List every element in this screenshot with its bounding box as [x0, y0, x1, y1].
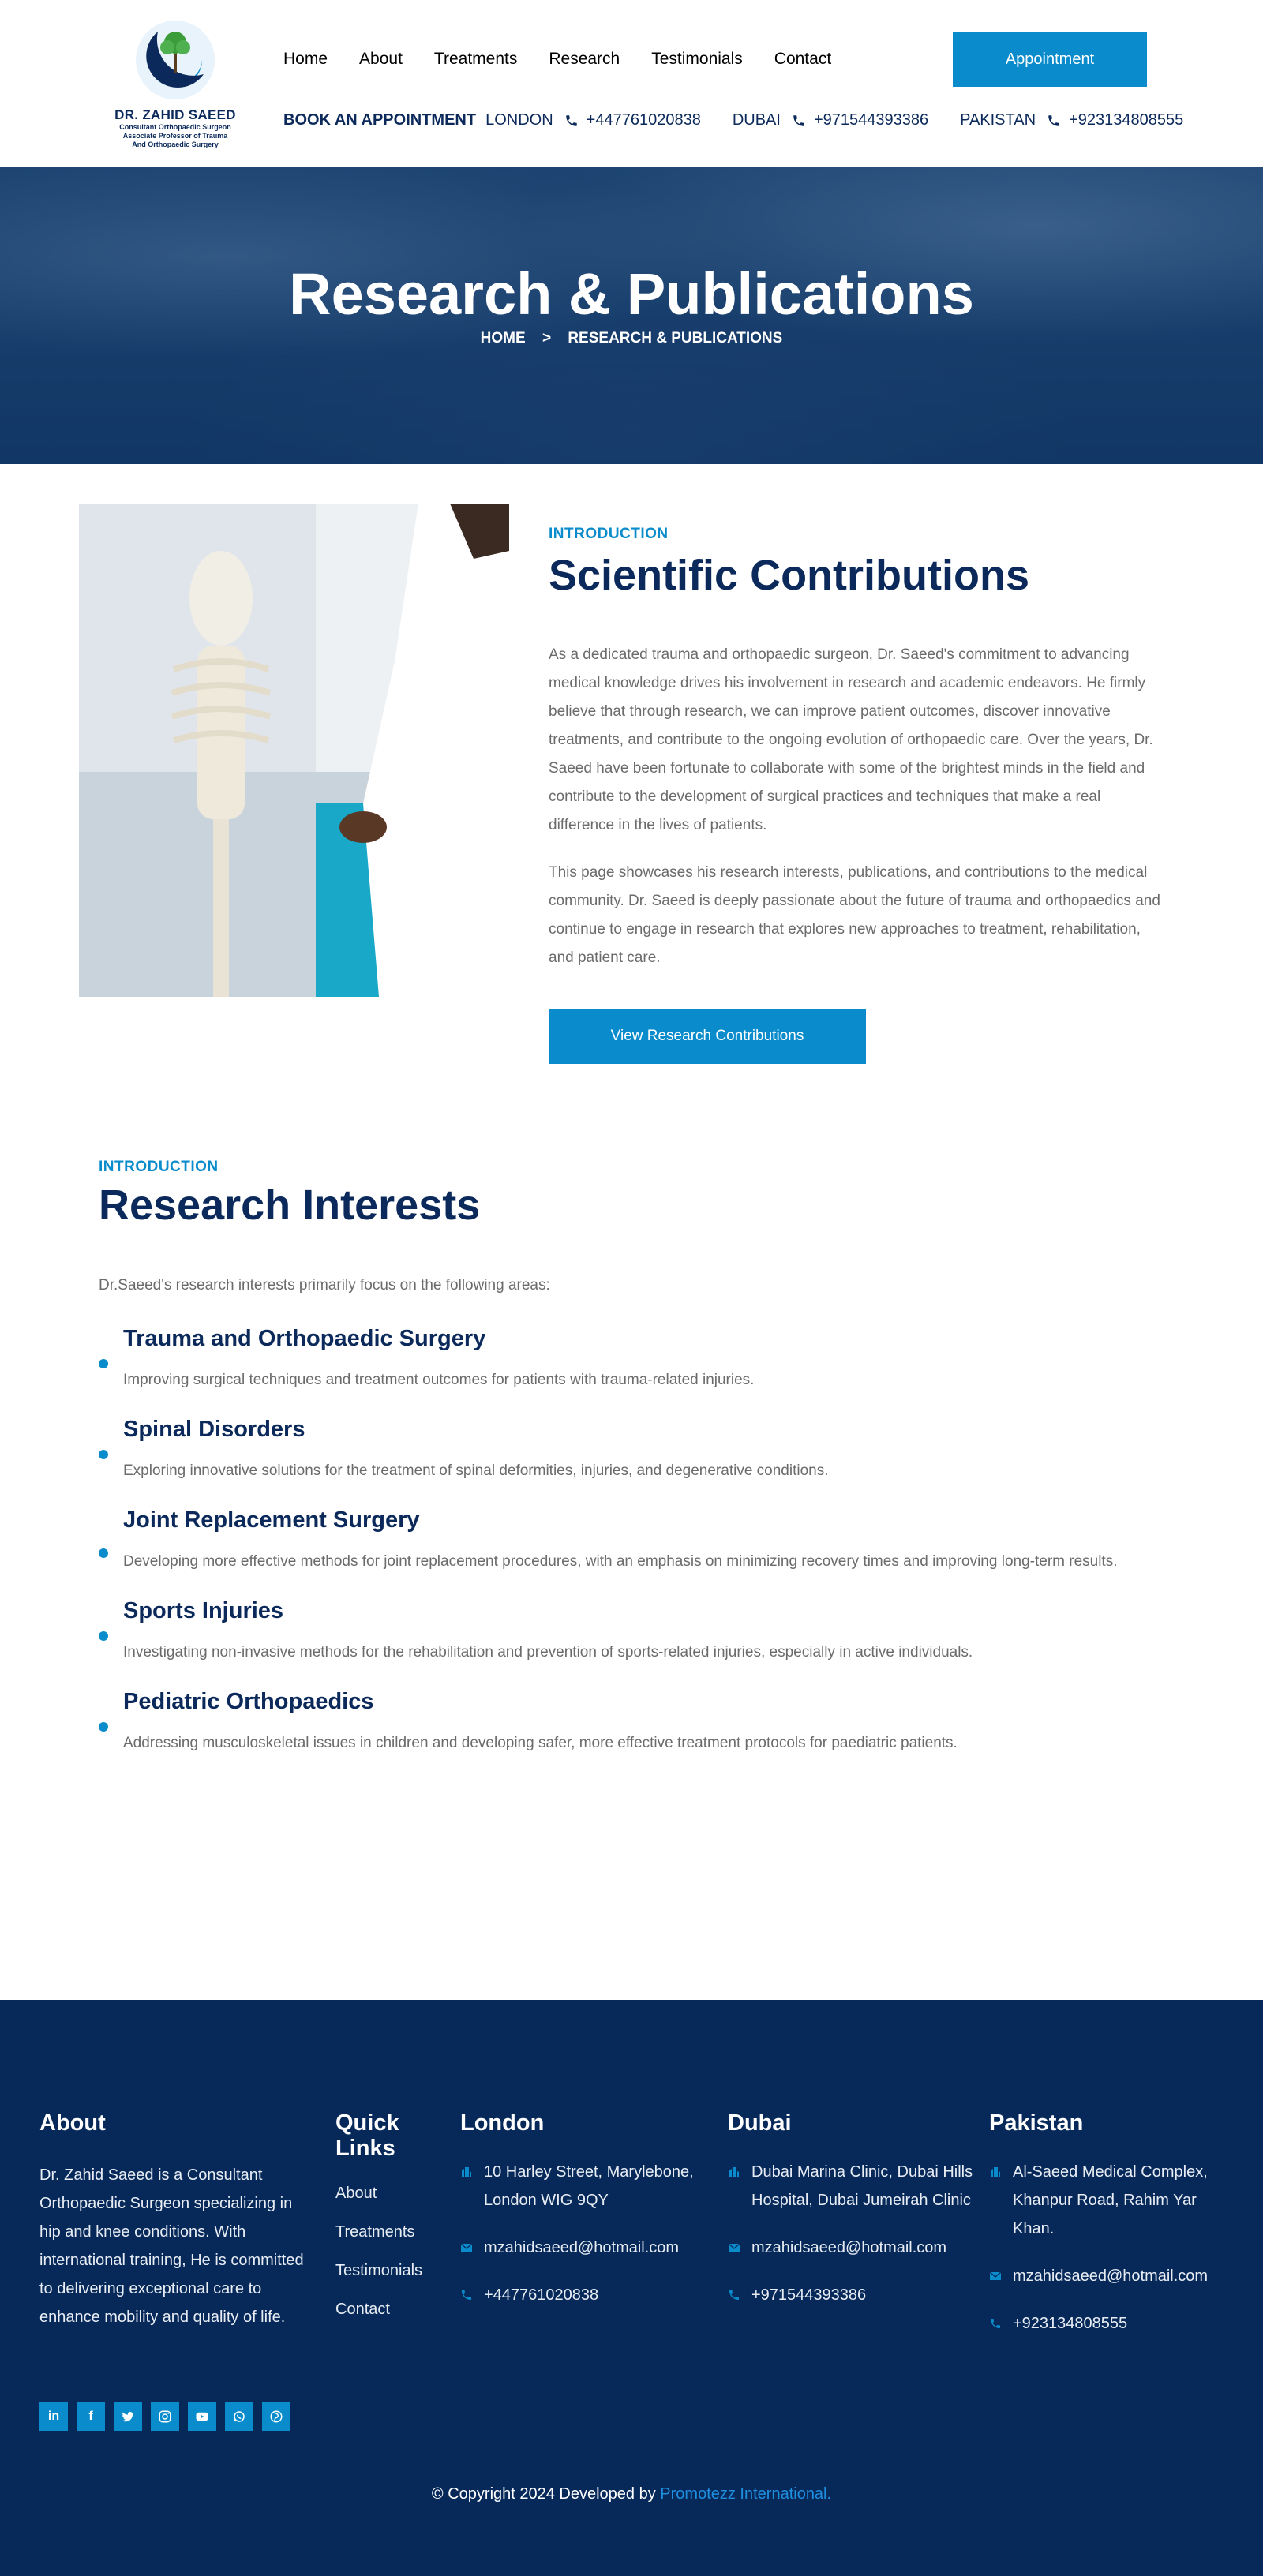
- footer-london-phone[interactable]: +447761020838: [460, 2281, 729, 2309]
- interests-note: Dr.Saeed's research interests primarily focus on the following areas:: [99, 1277, 550, 1294]
- logo-mark-icon: [131, 16, 219, 104]
- location-phone-pakistan[interactable]: +923134808555: [1069, 111, 1184, 129]
- list-item: [99, 1507, 1204, 1576]
- footer-london-title: London: [460, 2110, 545, 2136]
- location-city-london: LONDON: [485, 111, 553, 129]
- building-icon: [728, 2166, 740, 2178]
- footer-london-address: 10 Harley Street, Marylebone, London WIG 9QY: [460, 2158, 729, 2215]
- location-city-pakistan: PAKISTAN: [960, 111, 1036, 129]
- intro-section: [0, 464, 1263, 1159]
- footer-about-text: Dr. Zahid Saeed is a Consultant Orthopaedic Surgeon specializing in hip and knee conditions. With international training, He is committed to delivering exceptional care to enhance mobility and quality of life.: [39, 2166, 304, 2326]
- list-item: [99, 1689, 1204, 1758]
- instagram-icon[interactable]: [151, 2402, 179, 2431]
- location-city-dubai: DUBAI: [732, 111, 781, 129]
- whatsapp-icon[interactable]: [225, 2402, 253, 2431]
- bullet-icon: [99, 1548, 108, 1558]
- interests-title: Research Interests: [99, 1181, 481, 1229]
- breadcrumb-separator: >: [542, 330, 552, 346]
- bullet-icon: [99, 1359, 108, 1368]
- interest-desc: Investigating non-invasive methods for the rehabilitation and prevention of sports-related injuries, especially in active individuals.: [123, 1644, 973, 1661]
- phone-icon: [1047, 114, 1061, 128]
- social-links: [39, 2402, 290, 2431]
- breadcrumb-current: RESEARCH & PUBLICATIONS: [568, 330, 783, 346]
- interest-title: Sports Injuries: [123, 1598, 284, 1623]
- footer-pakistan-email[interactable]: mzahidsaeed@hotmail.com: [989, 2262, 1257, 2290]
- book-appointment-label: BOOK AN APPOINTMENT: [283, 111, 477, 129]
- interest-list: [99, 1326, 1204, 1758]
- interest-desc: Addressing musculoskeletal issues in children and developing safer, more effective treatment protocols for paediatric patients.: [123, 1735, 958, 1751]
- footer-link-about[interactable]: About: [335, 2185, 377, 2202]
- phone-icon: [728, 2289, 740, 2301]
- intro-eyebrow: INTRODUCTION: [549, 526, 669, 542]
- nav-treatments[interactable]: Treatments: [433, 50, 518, 68]
- location-phone-dubai[interactable]: +971544393386: [813, 111, 929, 129]
- interest-desc: Improving surgical techniques and treatment outcomes for patients with trauma-related injuries.: [123, 1372, 755, 1388]
- interest-title: Joint Replacement Surgery: [123, 1507, 420, 1533]
- footer-link-treatments[interactable]: Treatments: [335, 2223, 415, 2241]
- mail-icon: [728, 2241, 740, 2254]
- page-title: Research & Publications: [289, 261, 974, 327]
- mail-icon: [989, 2270, 1002, 2282]
- logo-name: DR. ZAHID SAEED: [114, 107, 236, 122]
- interest-title: Trauma and Orthopaedic Surgery: [123, 1326, 486, 1351]
- intro-title: Scientific Contributions: [549, 552, 1030, 599]
- footer-quick-links: [335, 2110, 446, 2319]
- footer-links-title: Quick Links: [335, 2110, 399, 2161]
- nav-research[interactable]: Research: [549, 50, 620, 68]
- footer-london: [460, 2110, 729, 2328]
- footer-dubai-title: Dubai: [728, 2110, 792, 2136]
- list-item: [99, 1417, 1204, 1485]
- footer-dubai: [728, 2110, 988, 2328]
- interest-title: Pediatric Orthopaedics: [123, 1689, 374, 1714]
- interests-eyebrow: INTRODUCTION: [99, 1159, 219, 1175]
- nav-home[interactable]: Home: [283, 50, 328, 68]
- appointment-button[interactable]: Appointment: [953, 32, 1147, 87]
- footer-london-email[interactable]: mzahidsaeed@hotmail.com: [460, 2233, 729, 2262]
- interest-title: Spinal Disorders: [123, 1417, 305, 1442]
- site-header: [0, 0, 1263, 167]
- interest-desc: Developing more effective methods for joint replacement procedures, with an emphasis on minimizing recovery times and improving long-term results.: [123, 1553, 1118, 1570]
- logo[interactable]: [112, 16, 238, 149]
- main-nav: [283, 50, 863, 69]
- footer-pakistan: [989, 2110, 1257, 2357]
- intro-paragraph-1: As a dedicated trauma and orthopaedic surgeon, Dr. Saeed's commitment to advancing medical knowledge drives his involvement in research and academic endeavors. He firmly believe that through research, we can improve patient outcomes, discover innovative treatments, and contribute to the ongoing evolution of orthopaedic care. Over the years, Dr. Saeed have been fortunate to collaborate with some of the brightest minds in the field and contribute to the development of surgical practices and techniques that make a real difference in the lives of patients.: [549, 646, 1153, 833]
- view-research-button[interactable]: View Research Contributions: [549, 1009, 866, 1064]
- footer-pakistan-title: Pakistan: [989, 2110, 1084, 2136]
- doctor-skeleton-image: [79, 504, 509, 997]
- footer-pakistan-address: Al-Saeed Medical Complex, Khanpur Road, Rahim Yar Khan.: [989, 2158, 1210, 2243]
- intro-paragraph-2: This page showcases his research interests, publications, and contributions to the medical community. Dr. Saeed is deeply passionate about the future of trauma and orthopaedics and continue to engage in research that explores new approaches to treatment, rehabilitation, and patient care.: [549, 864, 1160, 966]
- logo-subtitle-3: And Orthopaedic Surgery: [132, 140, 219, 148]
- list-item: [99, 1326, 1204, 1395]
- footer-link-testimonials[interactable]: Testimonials: [335, 2262, 423, 2279]
- bullet-icon: [99, 1722, 108, 1732]
- youtube-icon[interactable]: [188, 2402, 216, 2431]
- footer-dubai-address: Dubai Marina Clinic, Dubai Hills Hospital, Dubai Jumeirah Clinic: [728, 2158, 988, 2215]
- facebook-icon[interactable]: f: [77, 2402, 105, 2431]
- bullet-icon: [99, 1450, 108, 1459]
- location-phone-london[interactable]: +447761020838: [586, 111, 701, 129]
- footer-link-contact[interactable]: Contact: [335, 2301, 390, 2318]
- footer-about: [39, 2110, 316, 2331]
- pinterest-icon[interactable]: [262, 2402, 290, 2431]
- phone-icon: [792, 114, 806, 128]
- breadcrumb: [0, 330, 1263, 347]
- footer-about-title: About: [39, 2110, 106, 2136]
- phone-icon: [989, 2317, 1002, 2330]
- site-footer: [0, 2000, 1263, 2576]
- logo-subtitle-1: Consultant Orthopaedic Surgeon: [119, 123, 231, 131]
- nav-contact[interactable]: Contact: [774, 50, 832, 68]
- hero-banner: [0, 167, 1263, 464]
- list-item: [99, 1598, 1204, 1667]
- building-icon: [460, 2166, 473, 2178]
- bullet-icon: [99, 1631, 108, 1641]
- logo-subtitle-2: Associate Professor of Trauma: [122, 132, 228, 140]
- building-icon: [989, 2166, 1002, 2178]
- mail-icon: [460, 2241, 473, 2254]
- copyright-text: © Copyright 2024 Developed by: [431, 2485, 661, 2503]
- research-interests-section: [0, 1159, 1263, 2000]
- intro-text: [549, 526, 1164, 1064]
- twitter-icon[interactable]: [114, 2402, 142, 2431]
- interest-desc: Exploring innovative solutions for the treatment of spinal deformities, injuries, and degenerative conditions.: [123, 1462, 829, 1479]
- nav-testimonials[interactable]: Testimonials: [651, 50, 743, 68]
- nav-about[interactable]: About: [359, 50, 403, 68]
- footer-dubai-phone[interactable]: +971544393386: [728, 2281, 988, 2309]
- footer-pakistan-phone[interactable]: +923134808555: [989, 2309, 1257, 2338]
- developer-link[interactable]: Promotezz International.: [660, 2485, 832, 2503]
- linkedin-icon[interactable]: in: [39, 2402, 68, 2431]
- breadcrumb-home[interactable]: HOME: [480, 330, 526, 346]
- copyright: [0, 2485, 1263, 2503]
- footer-dubai-email[interactable]: mzahidsaeed@hotmail.com: [728, 2233, 988, 2262]
- phone-icon: [460, 2289, 473, 2301]
- contact-row: [283, 111, 1183, 129]
- phone-icon: [564, 114, 579, 128]
